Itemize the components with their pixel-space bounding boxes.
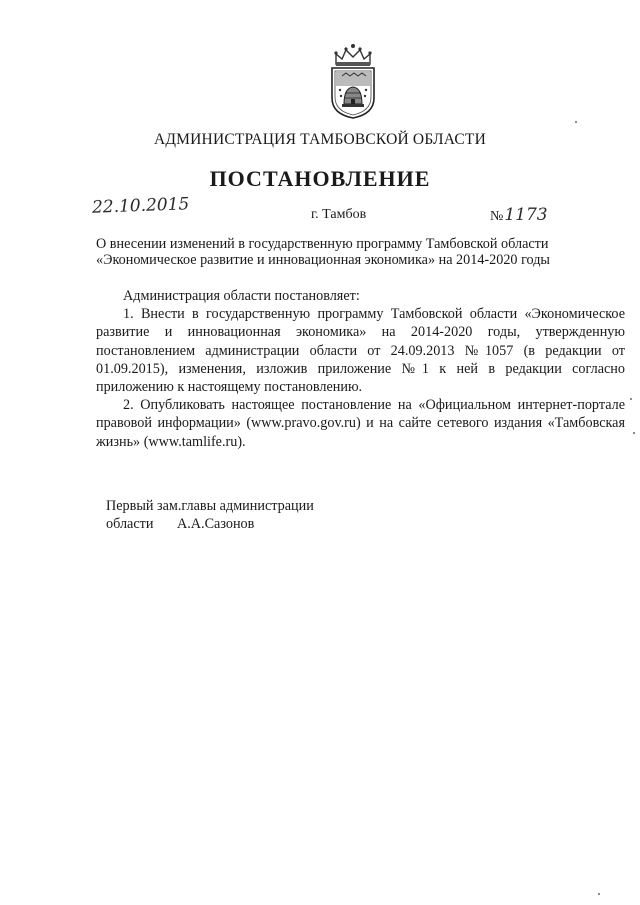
document-number xyxy=(490,205,548,225)
resolution-item-1: 1. Внести в государственную программу Тамбовской области «Экономическое развитие и инновационная экономика» на 2014-2020 годы, утвержденную постановлением администрации области от 24.09.2013 №1057 (в редакции от 01.09.2015), изменения, изложив приложение №1 к ней в редакции согласно приложению к настоящему постановлению. xyxy=(96,306,625,396)
document-date: 22.10.2015 xyxy=(91,194,190,218)
subject-line: «Экономическое развитие и инновационная экономика» на 2014-2020 годы xyxy=(96,252,550,268)
signatory-region: области xyxy=(106,516,154,532)
preamble: Администрация области постановляет: xyxy=(123,288,360,304)
scan-speck xyxy=(633,432,635,434)
document-city: г. Тамбов xyxy=(311,207,367,222)
signatory-position: Первый зам.главы администрации xyxy=(106,498,314,514)
signature-block xyxy=(106,497,314,533)
signature-line xyxy=(106,515,314,533)
scan-speck xyxy=(630,398,632,400)
document-type-title: ПОСТАНОВЛЕНИЕ xyxy=(209,166,431,191)
document-body xyxy=(96,287,625,451)
number-prefix: № xyxy=(490,209,504,224)
tambov-coat-of-arms-icon xyxy=(322,42,384,120)
subject-line: О внесении изменений в государственную программу Тамбовской области xyxy=(96,236,549,252)
scan-speck xyxy=(598,893,600,895)
signatory-name: А.А.Сазонов xyxy=(176,516,255,532)
scan-speck xyxy=(575,121,577,123)
number-value: 1173 xyxy=(504,205,548,225)
organization-name: АДМИНИСТРАЦИЯ ТАМБОВСКОЙ ОБЛАСТИ xyxy=(154,131,486,148)
resolution-item-2: 2. Опубликовать настоящее постановление на «Официальном интернет-портале правовой информации» (www.pravo.gov.ru) и на сайте сетевого издания «Тамбовская жизнь» (www.tamlife.ru). xyxy=(96,397,625,450)
document-subject xyxy=(96,236,606,268)
